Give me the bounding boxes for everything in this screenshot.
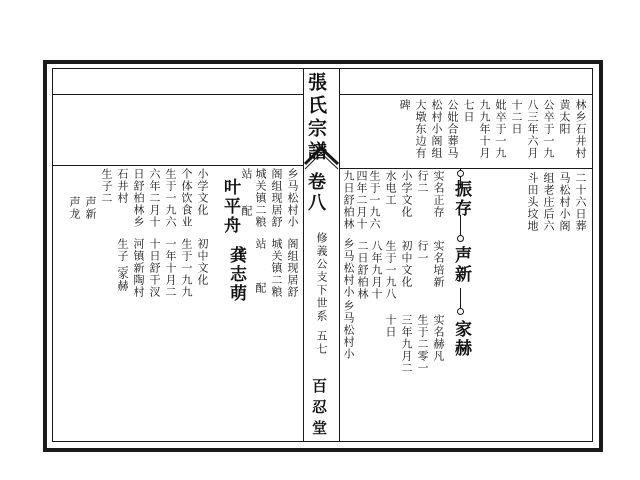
- person-name-yepingzhou: 叶平舟: [220, 178, 240, 235]
- zhencun-info: 行二: [416, 170, 429, 194]
- right-lower-col: 组老庄后六: [542, 172, 555, 232]
- person-name-gongzhimeng: 龚志萌: [226, 246, 246, 303]
- shengxin-info: 八年九月十: [370, 240, 383, 300]
- right-top-col: 松村小阁组: [430, 99, 443, 159]
- zhencun-info: 四年二月十: [355, 170, 368, 230]
- jiahe-info: 生于二零一: [416, 314, 429, 374]
- jiahe-info: 三年九月二: [400, 314, 413, 374]
- right-top-col: 十二日: [510, 99, 523, 135]
- right-lower-col: 斗田头坟地: [526, 172, 539, 232]
- person-name-zhencun: 振存: [451, 180, 471, 218]
- person-name-jiahe: 家赫: [451, 320, 471, 358]
- right-lower-col: 马松村小阁: [558, 172, 571, 232]
- left-info-col: 城关镇二粮: [254, 168, 267, 228]
- left-info-col: 六年二月十: [148, 168, 161, 228]
- section-label: 修義公支下世系: [315, 232, 328, 323]
- genealogy-title: 張氏宗譜: [305, 72, 327, 164]
- left-info-col: 生子二: [100, 168, 113, 204]
- left-info-col: 一年十月二: [164, 238, 177, 298]
- spouse-prefix: 配: [254, 282, 267, 294]
- right-mid-rule: [340, 168, 593, 169]
- right-top-col: 林乡石井村: [574, 99, 587, 159]
- tree-node: [457, 235, 464, 242]
- right-top-col: 大墩东边有: [414, 99, 427, 159]
- zhencun-info: 实名正存: [432, 170, 445, 218]
- zhencun-info: 九日舒柏林: [342, 170, 355, 230]
- left-info-col: 阁组现居舒: [286, 238, 299, 298]
- left-info-col: 十日舒干汊: [148, 238, 161, 298]
- right-top-col: 碑: [398, 99, 411, 111]
- left-info-col: 日舒柏林乡: [132, 168, 145, 228]
- left-info-col: 城关镇二粮: [270, 238, 283, 298]
- hall-name: 百忍堂: [310, 378, 328, 441]
- left-info-col: 站: [240, 168, 253, 180]
- shengxin-info: 生于一九八: [384, 240, 397, 300]
- right-top-col: 九九年十月: [478, 99, 491, 159]
- shengxin-info: 行一: [416, 240, 429, 264]
- right-top-col: 公卒于一九: [542, 99, 555, 159]
- left-info-col: 生于一九六: [164, 168, 177, 228]
- tree-node: [457, 308, 464, 315]
- left-info-col: 阁组现居舒: [270, 168, 283, 228]
- left-info-col: 生子一: [116, 238, 129, 274]
- volume-label: 卷八: [305, 172, 326, 214]
- right-top-col: 八三年六月: [526, 99, 539, 159]
- page-number: 五七: [315, 330, 328, 356]
- tree-line: [460, 215, 461, 237]
- zhencun-info: 生于一九六: [368, 170, 381, 230]
- right-top-col: 妣卒于一九: [494, 99, 507, 159]
- jiahe-info: 十日: [384, 314, 397, 338]
- son-name: 声龙: [68, 196, 81, 220]
- left-info-col: 石井村: [116, 168, 129, 204]
- left-mid-rule: [52, 165, 303, 166]
- left-info-col: 个体饮食业: [180, 168, 193, 228]
- zhencun-info: 乡马松村小: [342, 238, 355, 298]
- right-top-col: 公妣合葬马: [446, 99, 459, 159]
- right-top-col: 七日: [462, 99, 475, 123]
- zhencun-info: 水电工: [384, 170, 397, 206]
- right-top-col: 黄太阳: [558, 99, 571, 135]
- shengxin-info: 乡马松村小: [342, 300, 355, 360]
- shengxin-info: 二日舒柏林: [356, 240, 369, 300]
- right-header-rule: [340, 94, 593, 95]
- person-name-shengxin: 声新: [451, 246, 471, 284]
- left-info-col: 生于一九九: [180, 238, 193, 298]
- left-info-col: 河镇新陶村: [132, 238, 145, 298]
- left-info-col: 初中文化: [196, 238, 209, 286]
- left-info-col: 家赫: [116, 268, 129, 292]
- shengxin-info: 初中文化: [400, 240, 413, 288]
- jiahe-info: 实名赫凡: [432, 314, 445, 362]
- left-header-rule: [52, 94, 303, 95]
- left-info-col: 乡马松村小: [286, 168, 299, 228]
- son-name: 声新: [84, 196, 97, 220]
- left-info-col: 小学文化: [196, 168, 209, 216]
- shengxin-info: 实名培新: [432, 240, 445, 288]
- spouse-prefix: 配: [240, 205, 253, 217]
- zhencun-info: 小学文化: [400, 170, 413, 218]
- tree-node: [457, 170, 464, 177]
- left-info-col: 站: [254, 238, 267, 250]
- right-lower-col: 二十六日葬: [574, 172, 587, 232]
